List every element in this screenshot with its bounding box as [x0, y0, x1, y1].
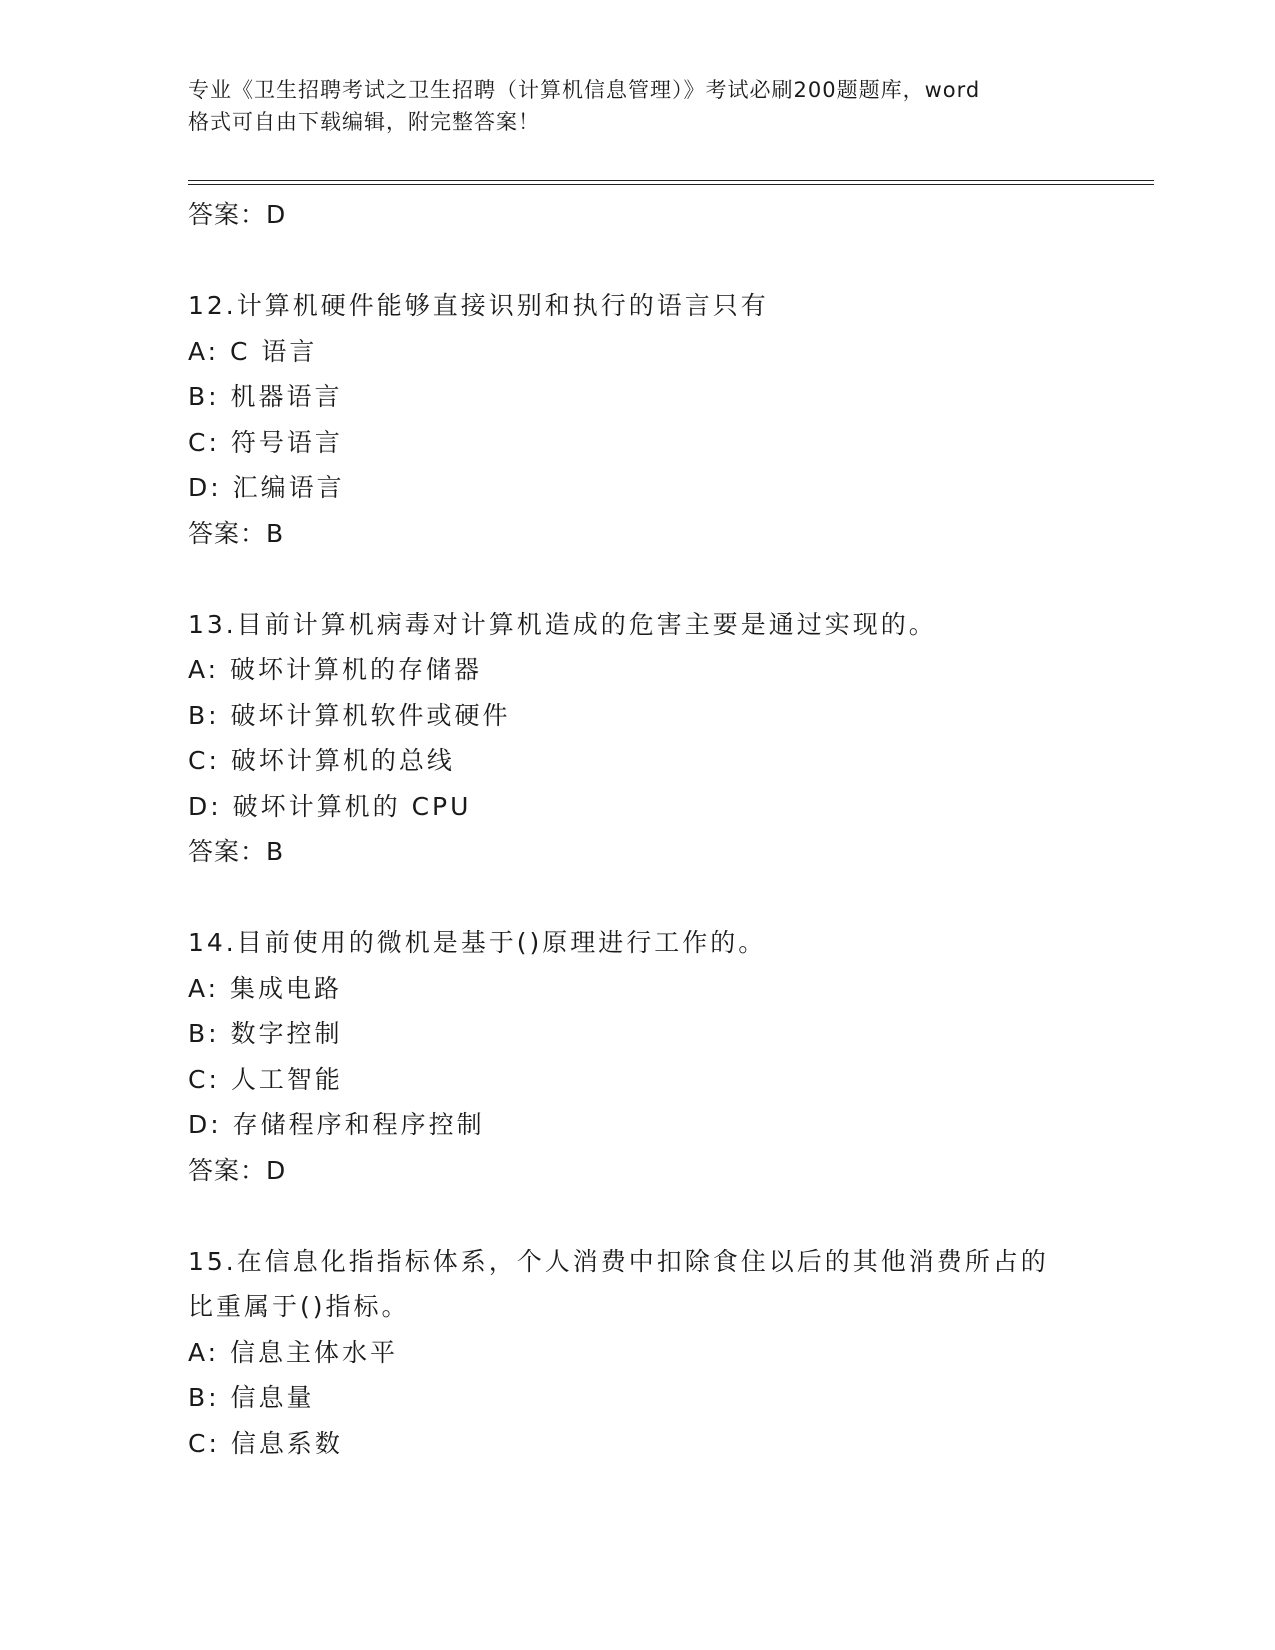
answer-line: 答案：D [188, 200, 287, 229]
option-d: D: 破坏计算机的 CPU [188, 791, 472, 821]
question-stem: 13.目前计算机病毒对计算机造成的危害主要是通过实现的。 [188, 609, 937, 639]
option-b: B: 信息量 [188, 1383, 315, 1412]
option-a: A: 信息主体水平 [188, 1337, 399, 1367]
question-stem: 14.目前使用的微机是基于()原理进行工作的。 [188, 928, 767, 957]
question-block [188, 1239, 1148, 1467]
spacer [188, 556, 1148, 602]
spacer [188, 238, 1148, 284]
option-a: A: C 语言 [188, 336, 318, 366]
option-c: C: 符号语言 [188, 427, 343, 457]
header-divider [188, 180, 1154, 185]
option-c: C: 信息系数 [188, 1428, 343, 1458]
option-b: B: 机器语言 [188, 382, 343, 411]
answer-line: 答案：D [188, 1155, 287, 1185]
option-c: C: 破坏计算机的总线 [188, 746, 455, 775]
question-list [188, 192, 1148, 1466]
option-a: A: 集成电路 [188, 973, 343, 1003]
question-block [188, 283, 1148, 556]
question-stem-line-1: 15.在信息化指指标体系，个人消费中扣除食住以后的其他消费所占的 [188, 1246, 1049, 1276]
spacer [188, 875, 1148, 921]
question-stem-line-2: 比重属于()指标。 [188, 1292, 410, 1321]
question-block [188, 920, 1148, 1193]
header-title-line-1: 专业《卫生招聘考试之卫生招聘（计算机信息管理）》考试必刷200题题库，word [188, 78, 981, 102]
page-header [188, 74, 1088, 138]
option-d: D: 汇编语言 [188, 473, 345, 502]
spacer [188, 1193, 1148, 1239]
option-b: B: 破坏计算机软件或硬件 [188, 700, 511, 730]
option-b: B: 数字控制 [188, 1019, 343, 1048]
question-block [188, 602, 1148, 875]
option-a: A: 破坏计算机的存储器 [188, 655, 483, 684]
option-d: D: 存储程序和程序控制 [188, 1110, 485, 1139]
header-title-line-2: 格式可自由下载编辑，附完整答案！ [188, 110, 540, 134]
answer-line: 答案：B [188, 837, 285, 866]
question-stem: 12.计算机硬件能够直接识别和执行的语言只有 [188, 291, 769, 320]
option-c: C: 人工智能 [188, 1064, 343, 1094]
answer-line: 答案：B [188, 518, 285, 548]
